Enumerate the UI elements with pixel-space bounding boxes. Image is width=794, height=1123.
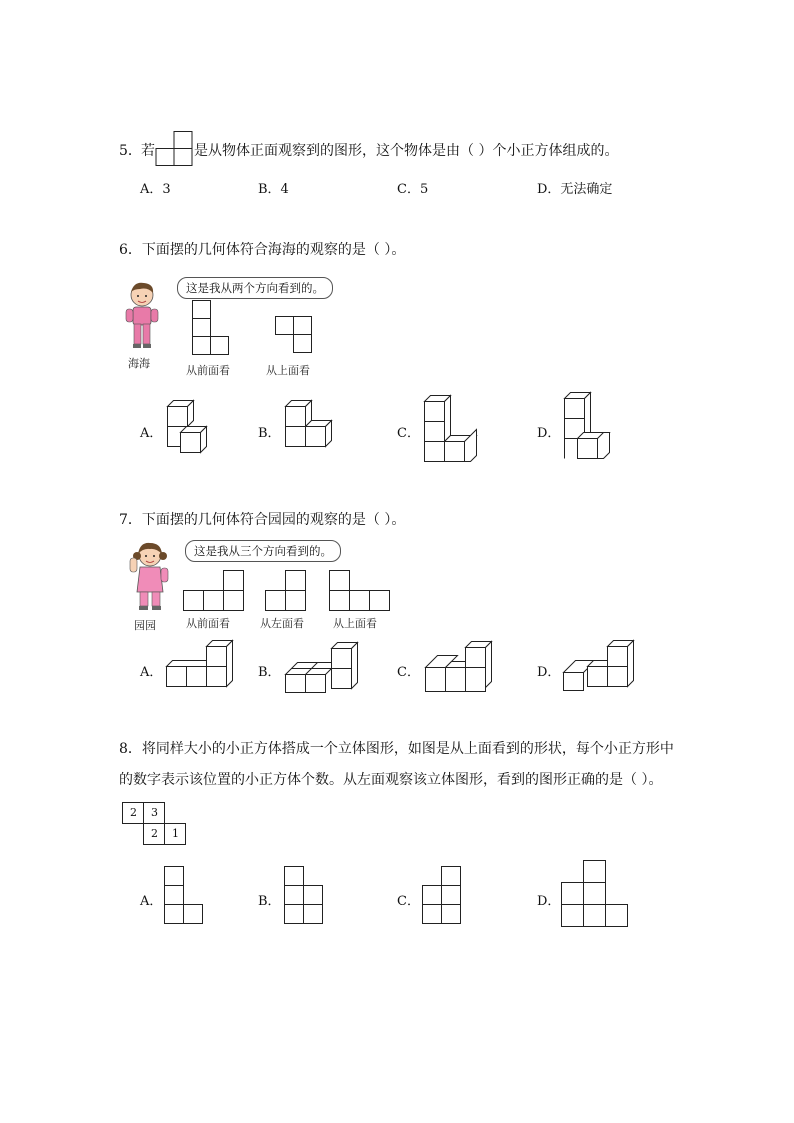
q7-option-c[interactable]: C． [397, 665, 420, 680]
q8-option-c[interactable]: C． [397, 894, 420, 909]
q6-option-c-figure[interactable] [422, 395, 492, 465]
q6-front-view-figure [192, 300, 232, 360]
q6-option-b[interactable]: B． [258, 426, 281, 441]
q8-option-d-figure[interactable] [561, 860, 631, 930]
q7-option-b[interactable]: B． [258, 665, 281, 680]
q5-option-c[interactable]: C．5 [397, 182, 429, 197]
q6-character-name: 海海 [128, 357, 150, 370]
q8-option-a[interactable]: A． [140, 894, 163, 909]
q8-option-b[interactable]: B． [258, 894, 281, 909]
q5-option-d[interactable]: D．无法确定 [537, 182, 613, 197]
q5-option-a[interactable]: A．3 [140, 182, 171, 197]
q8-grid-number: 2 [151, 827, 158, 840]
q5-option-b[interactable]: B．4 [258, 182, 289, 197]
q7-option-d[interactable]: D． [537, 665, 561, 680]
q7-left-view-figure [265, 570, 309, 614]
q5-front-view-figure [155, 131, 195, 167]
q6-option-d-figure[interactable] [562, 392, 622, 462]
q6-option-b-figure[interactable] [283, 400, 343, 460]
q6-option-c[interactable]: C． [397, 426, 420, 441]
q7-option-a-figure[interactable] [164, 640, 240, 692]
q7-question-text: 7．下面摆的几何体符合园园的观察的是（ ）。 [119, 512, 406, 528]
q7-label-left: 从左面看 [260, 617, 304, 630]
q5-question-text: 是从物体正面观察到的图形，这个物体是由（ ）个小正方体组成的。 [194, 143, 619, 159]
q8-option-c-figure[interactable] [422, 866, 466, 928]
q7-front-view-figure [183, 570, 247, 614]
q7-speech-bubble: 这是我从三个方向看到的。 [185, 540, 341, 562]
q7-character-name: 园园 [134, 619, 156, 632]
q5-number: 5． [119, 143, 142, 159]
q6-option-a[interactable]: A． [140, 426, 163, 441]
q6-option-a-figure[interactable] [163, 400, 223, 460]
q7-label-top: 从上面看 [333, 617, 377, 630]
q8-option-b-figure[interactable] [284, 866, 328, 928]
q8-grid-number: 1 [172, 827, 179, 840]
q6-speech-bubble: 这是我从两个方向看到的。 [177, 277, 333, 299]
q7-girl-illustration [128, 538, 172, 614]
q7-top-view-figure [329, 570, 393, 614]
q7-option-b-figure[interactable] [283, 642, 363, 698]
q7-option-d-figure[interactable] [561, 640, 641, 696]
q7-label-front: 从前面看 [186, 617, 230, 630]
q7-option-a[interactable]: A． [140, 665, 163, 680]
q8-grid-number: 3 [151, 806, 158, 819]
q8-grid-number: 2 [130, 806, 137, 819]
q8-question-line1: 8．将同样大小的小正方体搭成一个立体图形，如图是从上面看到的形状，每个小正方形中 [119, 741, 674, 757]
q6-label-front: 从前面看 [186, 364, 230, 377]
q6-option-d[interactable]: D． [537, 426, 561, 441]
q6-label-top: 从上面看 [266, 364, 310, 377]
q5-lead: 若 [141, 143, 155, 159]
q8-option-a-figure[interactable] [164, 866, 208, 928]
q6-boy-illustration [122, 278, 162, 352]
q6-top-view-figure [275, 316, 315, 356]
q8-option-d[interactable]: D． [537, 894, 561, 909]
q7-option-c-figure[interactable] [423, 641, 503, 697]
q8-question-line2: 的数字表示该位置的小正方体个数。从左面观察该立体图形，看到的图形正确的是（ ）。 [119, 772, 663, 788]
q6-question-text: 6．下面摆的几何体符合海海的观察的是（ ）。 [119, 242, 406, 258]
